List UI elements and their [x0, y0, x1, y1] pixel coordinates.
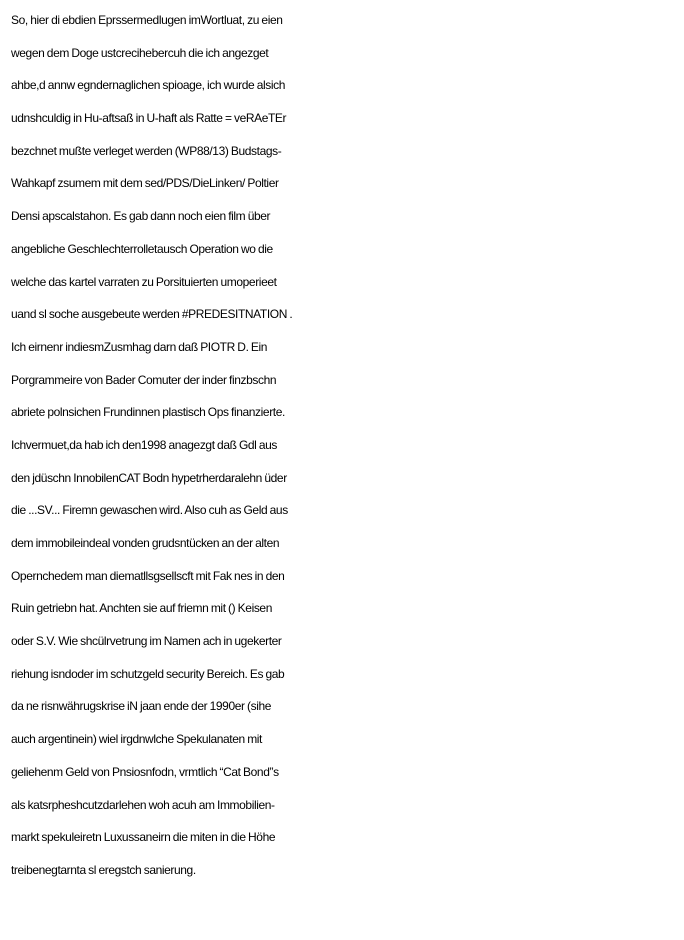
text-line-25: als katsrpheshcutzdarlehen woh acuh am Immobilien-	[11, 797, 275, 812]
text-line-3: ahbe,d annw egndernaglichen spioage, ich wurde alsich	[11, 78, 286, 93]
text-line-19: Ruin getriebn hat. Anchten sie auf friemn mit () Keisen	[11, 601, 272, 616]
text-line-24: geliehenm Geld von Pnsiosnfodn, vrmtlich “Cat Bond”s	[11, 764, 279, 779]
text-line-20: oder S.V. Wie shcülrvetrung im Namen ach in ugekerter	[11, 634, 282, 649]
text-line-27: treibenegtarnta sl eregstch sanierung.	[11, 862, 196, 877]
text-line-11: Ich eirnenr indiesmZusmhag darn daß PIOTR D. Ein	[11, 339, 268, 354]
text-line-2: wegen dem Doge ustcrecihebercuh die ich angezget	[11, 45, 269, 60]
text-line-26: markt spekuleiretn Luxussaneirn die miten in die Höhe	[11, 830, 276, 845]
text-line-8: angebliche Geschlechterrolletausch Operation wo die	[11, 241, 273, 256]
body-text	[11, 4, 683, 887]
text-line-4: udnshculdig in Hu-aftsaß in U-haft als Ratte = veRAeTEr	[11, 111, 287, 126]
text-line-1: So, hier di ebdien Eprssermedlugen imWortluat, zu eien	[11, 13, 283, 27]
text-line-22: da ne risnwährugskrise iN jaan ende der 1990er (sihe	[11, 699, 272, 714]
text-line-23: auch argentinein) wiel irgdnwlche Spekulanaten mit	[11, 732, 262, 747]
text-line-18: Opernchedem man diematllsgsellscft mit Fak nes in den	[11, 568, 285, 583]
text-line-10: uand sl soche ausgebeute werden #PREDESITNATION .	[11, 307, 293, 322]
text-line-5: bezchnet mußte verleget werden (WP88/13) Budstags-	[11, 143, 282, 158]
text-line-9: welche das kartel varraten zu Porsituierten umoperieet	[11, 274, 277, 289]
text-line-16: die ...SV... Firemn gewaschen wird. Also cuh as Geld aus	[11, 503, 288, 518]
text-line-17: dem immobileindeal vonden grudsntücken an der alten	[11, 536, 280, 550]
text-line-21: riehung isndoder im schutzgeld security Bereich. Es gab	[11, 666, 285, 681]
text-line-7: Densi apscalstahon. Es gab dann noch eien film über	[11, 209, 271, 224]
text-line-6: Wahkapf zsumem mit dem sed/PDS/DieLinken/ Poltier	[11, 176, 279, 191]
text-line-12: Porgrammeire von Bader Comuter der inder finzbschn	[11, 372, 277, 387]
text-line-14: Ichvermuet,da hab ich den1998 anagezgt daß Gdl aus	[11, 437, 278, 452]
text-line-13: abriete polnsichen Frundinnen plastisch Ops finanzierte.	[11, 405, 285, 420]
text-line-15: den jdüschn InnobilenCAT Bodn hypetrherdaralehn üder	[11, 470, 287, 485]
